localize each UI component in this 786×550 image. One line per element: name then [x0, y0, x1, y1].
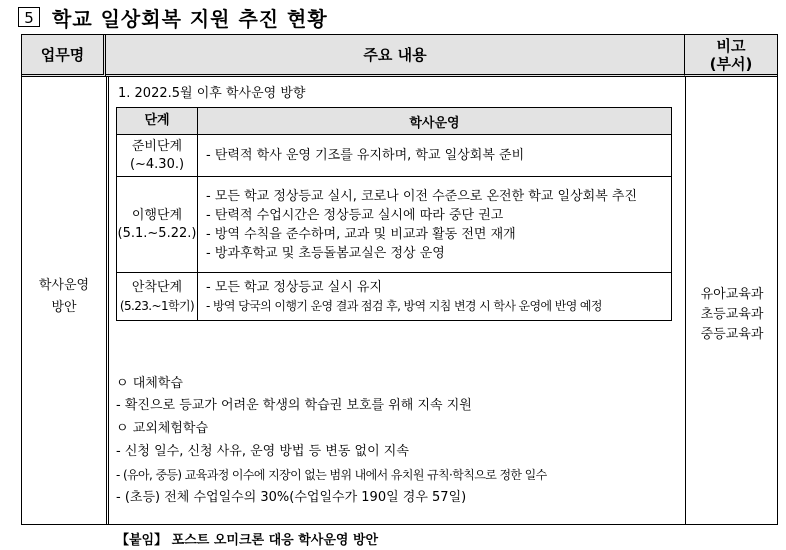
bullet-item: ㅇ 대체학습 — [116, 376, 183, 391]
list-item: - 모든 학교 정상등교 실시, 코로나 이전 수준으로 온전한 학교 일상회복 추진 — [206, 188, 638, 204]
table-row — [117, 135, 672, 177]
list-item: - 탄력적 학사 운영 기조를 유지하며, 학교 일상회복 준비 — [206, 148, 525, 163]
bullet-item: - (초등) 전체 수업일수의 30%(수업일수가 190일 경우 57일) — [116, 490, 467, 505]
page-title-text: 학교 일상회복 지원 추진 현황 — [52, 6, 328, 31]
stage-period: (5.1.~5.22.) — [117, 225, 197, 241]
list-item: - 방과후학교 및 초등돌봄교실은 정상 운영 — [206, 245, 445, 261]
stage-cell — [117, 135, 198, 177]
list-item: - 방역 수칙을 준수하며, 교과 및 비교과 활동 전면 재개 — [206, 226, 516, 242]
stage-period: (5.23.~1학기) — [119, 298, 195, 313]
stage-name: 준비단계 — [131, 138, 183, 154]
header-main-content: 주요 내용 — [106, 35, 685, 77]
section-heading: 1. 2022.5월 이후 학사운영 방향 — [118, 86, 306, 101]
stage-desc — [198, 135, 672, 177]
page-title — [18, 2, 328, 32]
section-number-box: 5 — [18, 7, 40, 27]
stage-header: 단계 — [117, 108, 198, 135]
operation-header: 학사운영 — [198, 108, 672, 135]
main-table — [21, 34, 778, 548]
list-item: - 모든 학교 정상등교 실시 유지 — [206, 279, 383, 295]
header-remarks — [685, 35, 777, 77]
column-divider — [106, 77, 109, 524]
stage-cell — [117, 273, 198, 321]
table-row — [117, 177, 672, 273]
attachment-note: 【붙임】 포스트 오미크론 대응 학사운영 방안 — [116, 533, 379, 548]
category-label — [22, 275, 106, 319]
department-line2: 초등교육과 — [700, 307, 764, 322]
category-line2: 방안 — [51, 300, 77, 315]
stage-period: (~4.30.) — [129, 156, 185, 172]
bullet-item: - 확진으로 등교가 어려운 학생의 학습권 보호를 위해 지속 지원 — [116, 398, 472, 413]
header-remarks-line1: 비고 — [716, 36, 746, 55]
stage-desc — [198, 273, 672, 321]
list-item: - 탄력적 수업시간은 정상등교 실시에 따라 중단 권고 — [206, 207, 504, 223]
category-line1: 학사운영 — [38, 278, 90, 293]
list-item: - 방역 당국의 이행기 운영 결과 점검 후, 방역 지침 변경 시 학사 운영에 반영 예정 — [206, 298, 602, 313]
bullet-item: - (유아, 중등) 교육과정 이수에 지장이 없는 범위 내에서 유치원 규칙·학칙으로 정한 일수 — [116, 468, 547, 482]
department-line3: 중등교육과 — [700, 327, 764, 342]
bullet-item: - 신청 일수, 신청 사유, 운영 방법 등 변동 없이 지속 — [116, 444, 409, 459]
stage-name: 안착단계 — [131, 279, 183, 295]
table-row — [117, 273, 672, 321]
department-note — [687, 285, 777, 345]
stage-table — [116, 107, 672, 321]
stage-cell — [117, 177, 198, 273]
stage-name: 이행단계 — [131, 207, 183, 223]
department-line1: 유아교육과 — [700, 287, 764, 302]
bullet-item: ㅇ 교외체험학습 — [116, 421, 209, 436]
header-remarks-line2: (부서) — [709, 54, 753, 73]
header-task-name: 업무명 — [22, 35, 106, 77]
stage-desc — [198, 177, 672, 273]
column-divider — [685, 77, 686, 524]
